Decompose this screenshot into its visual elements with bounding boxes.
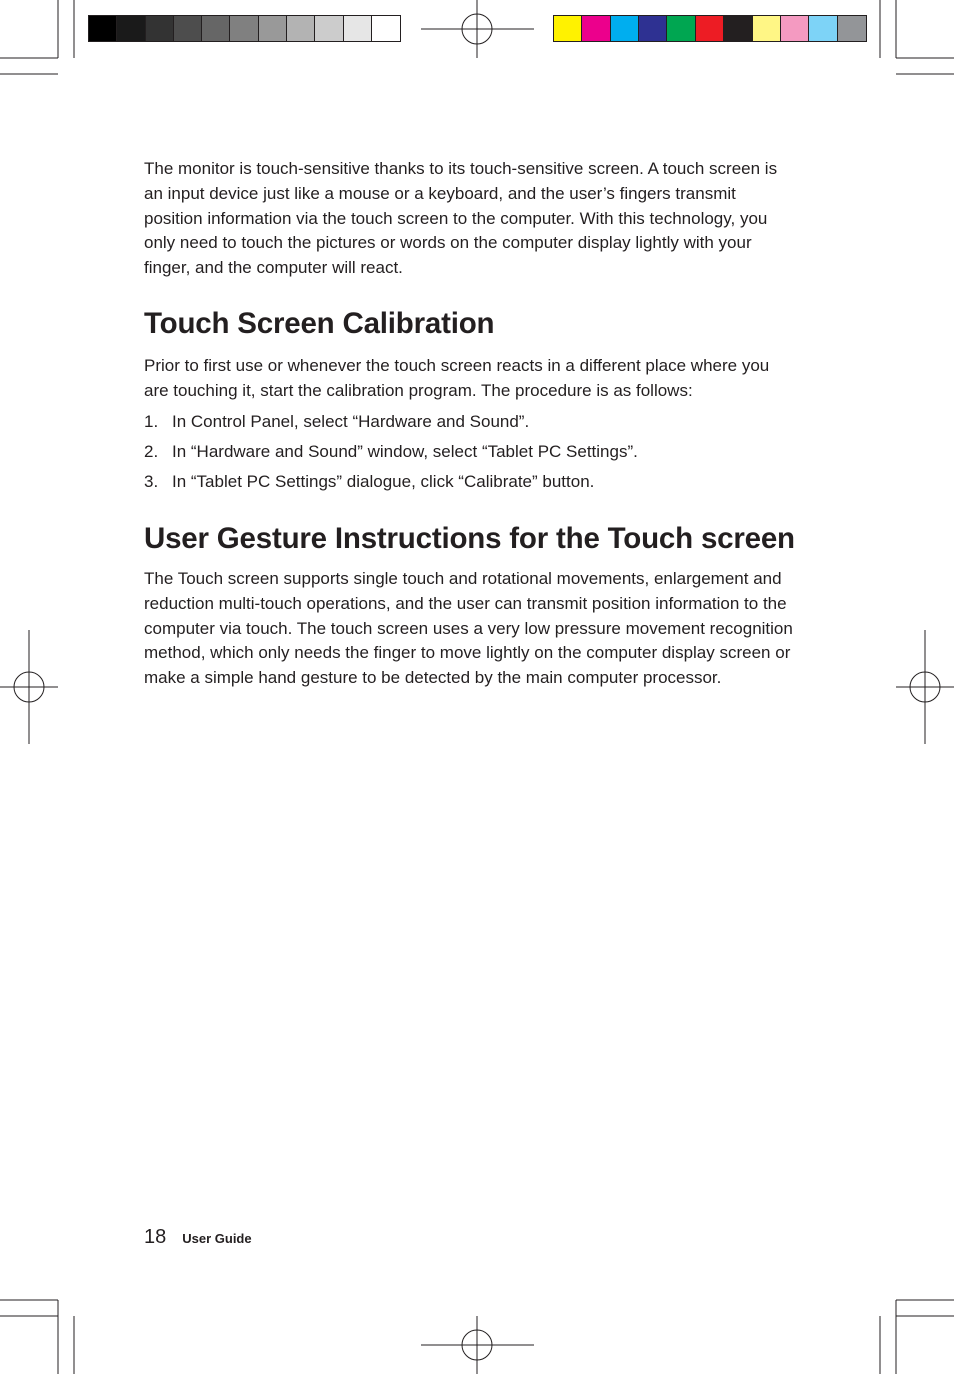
page-content bbox=[144, 157, 796, 691]
page-number: 18 bbox=[144, 1226, 167, 1248]
color-swatch bbox=[202, 16, 230, 41]
color-swatch bbox=[611, 16, 639, 41]
section-heading-gesture: User Gesture Instructions for the Touch screen bbox=[144, 521, 795, 555]
footer-label: User Guide bbox=[182, 1231, 252, 1246]
color-swatch bbox=[753, 16, 781, 41]
color-swatch bbox=[372, 16, 400, 41]
registration-mark-right bbox=[896, 630, 954, 744]
color-swatch bbox=[259, 16, 287, 41]
calibration-paragraph: Prior to first use or whenever the touch screen reacts in a different place where you are touching it, start the calibration program. The procedure is as follows: bbox=[144, 355, 770, 400]
list-item bbox=[144, 470, 796, 495]
color-swatch bbox=[781, 16, 809, 41]
color-swatch bbox=[724, 16, 752, 41]
color-calibration-bar bbox=[553, 15, 867, 42]
crop-mark-top-right bbox=[880, 0, 954, 74]
crop-mark-bottom-left bbox=[0, 1300, 74, 1374]
registration-mark-bottom bbox=[421, 1316, 534, 1374]
color-swatch bbox=[146, 16, 174, 41]
color-swatch bbox=[696, 16, 724, 41]
registration-mark-top bbox=[421, 0, 534, 58]
color-swatch bbox=[287, 16, 315, 41]
calibration-steps-list bbox=[144, 410, 796, 495]
step-number: 3. bbox=[144, 472, 159, 492]
gesture-paragraph: The Touch screen supports single touch and rotational movements, enlargement and reduction multi-touch operations, and the user can transmit position information to the computer via touch. The touch screen uses a very low pressure movement recognition method, which only needs the finger to move lightly on the computer display screen or make a simple hand gesture to be detected by the main computer processor. bbox=[144, 568, 793, 688]
list-item bbox=[144, 440, 796, 465]
step-text: In Control Panel, select “Hardware and Sound”. bbox=[172, 411, 530, 431]
section-heading-calibration: Touch Screen Calibration bbox=[144, 306, 495, 340]
step-text: In “Tablet PC Settings” dialogue, click “Calibrate” button. bbox=[172, 472, 595, 492]
color-swatch bbox=[582, 16, 610, 41]
registration-mark-left bbox=[0, 630, 58, 744]
color-swatch bbox=[174, 16, 202, 41]
intro-paragraph: The monitor is touch-sensitive thanks to its touch-sensitive screen. A touch screen is an input device just like a mouse or a keyboard, and the user’s fingers transmit position information via the touch screen to the computer. With this technology, you only need to touch the pictures or words on the computer display lightly with your finger, and the computer will react. bbox=[144, 159, 778, 278]
step-number: 1. bbox=[144, 411, 159, 431]
color-swatch bbox=[838, 16, 866, 41]
list-item bbox=[144, 410, 796, 435]
crop-mark-top-left bbox=[0, 0, 74, 74]
page-footer bbox=[144, 1226, 252, 1249]
color-swatch bbox=[230, 16, 258, 41]
color-swatch bbox=[315, 16, 343, 41]
step-text: In “Hardware and Sound” window, select “Tablet PC Settings”. bbox=[172, 441, 638, 461]
color-swatch bbox=[639, 16, 667, 41]
color-swatch bbox=[344, 16, 372, 41]
color-swatch bbox=[667, 16, 695, 41]
step-number: 2. bbox=[144, 441, 159, 461]
color-swatch bbox=[117, 16, 145, 41]
color-swatch bbox=[809, 16, 837, 41]
color-swatch bbox=[89, 16, 117, 41]
color-swatch bbox=[554, 16, 582, 41]
crop-mark-bottom-right bbox=[880, 1300, 954, 1374]
grayscale-calibration-bar bbox=[88, 15, 401, 42]
